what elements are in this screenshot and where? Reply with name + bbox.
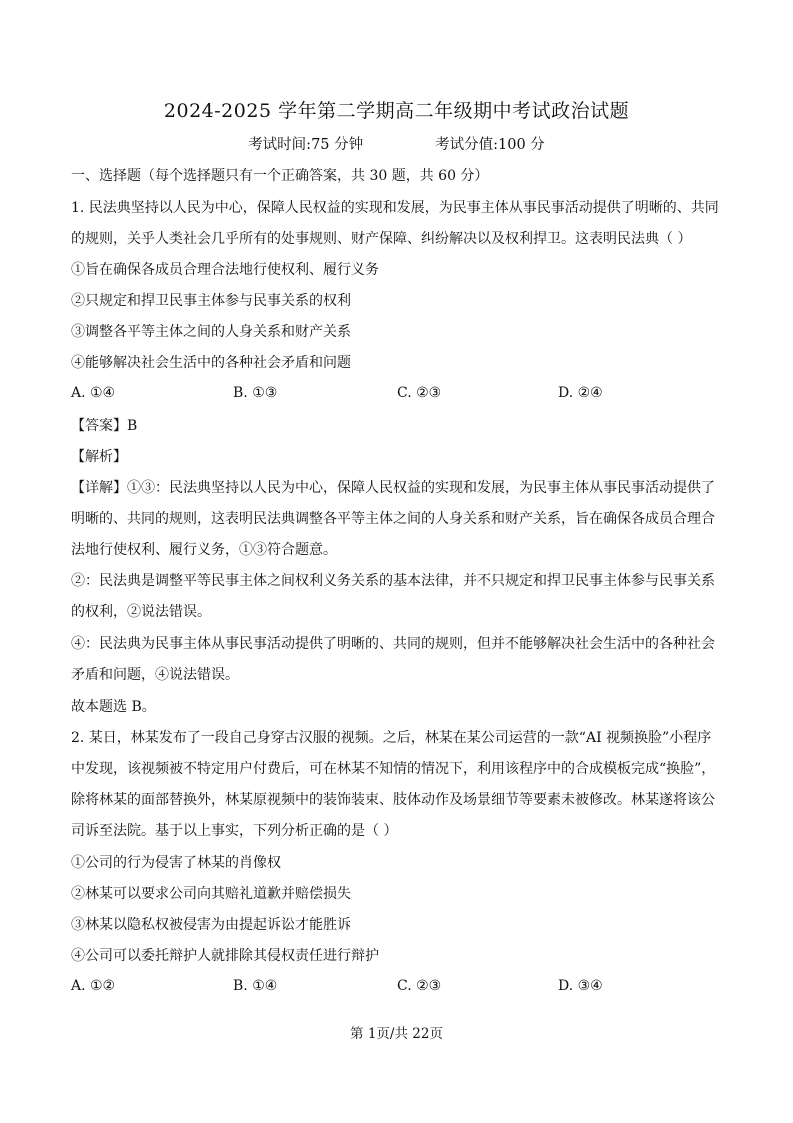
q1-option-d: D. ②④ bbox=[558, 385, 603, 401]
q1-answer: 【答案】B bbox=[71, 418, 138, 434]
q1-option-b: B. ①③ bbox=[233, 385, 278, 401]
section-heading: 一、选择题（每个选择题只有一个正确答案，共 30 题，共 60 分） bbox=[71, 168, 489, 184]
q1-detail-line: 的权利，②说法错误。 bbox=[71, 604, 211, 620]
q1-analysis-label: 【解析】 bbox=[71, 449, 127, 465]
q2-options bbox=[71, 978, 731, 998]
q1-detail-line: 明晰的、共同的规则，这表明民法典调整各平等主体之间的人身关系和财产关系，旨在确保各成员合理合 bbox=[71, 511, 715, 527]
q2-item: ①公司的行为侵害了林某的肖像权 bbox=[71, 855, 281, 871]
q2-option-b: B. ①④ bbox=[233, 978, 278, 994]
q1-stem-line: 的规则，关乎人类社会几乎所有的处事规则、财产保障、纠纷解决以及权利捍卫。这表明民法典（ ） bbox=[71, 231, 692, 247]
q2-item: ③林某以隐私权被侵害为由提起诉讼才能胜诉 bbox=[71, 917, 351, 933]
exam-score: 考试分值:100 分 bbox=[435, 137, 545, 153]
q2-stem-line: 2. 某日，林某发布了一段自己身穿古汉服的视频。之后，林某在某公司运营的一款“AI 视频换脸”小程序 bbox=[71, 730, 712, 746]
q2-option-c: C. ②③ bbox=[397, 978, 442, 994]
q2-item: ④公司可以委托辩护人就排除其侵权责任进行辩护 bbox=[71, 948, 379, 964]
q1-detail-line: 矛盾和问题，④说法错误。 bbox=[71, 667, 239, 683]
q1-item: ①旨在确保各成员合理合法地行使权利、履行义务 bbox=[71, 262, 379, 278]
exam-meta bbox=[0, 133, 793, 154]
q2-stem-line: 中发现，该视频被不特定用户付费后，可在林某不知情的情况下，利用该程序中的合成模板完成“换脸”， bbox=[71, 761, 716, 777]
page-footer: 第 1页/共 22页 bbox=[350, 1026, 443, 1042]
q1-option-a: A. ①④ bbox=[71, 385, 116, 401]
page-title: 2024-2025 学年第二学期高二年级期中考试政治试题 bbox=[163, 100, 630, 122]
q1-options bbox=[71, 385, 731, 405]
q2-option-d: D. ③④ bbox=[558, 978, 603, 994]
q1-detail-line: 【详解】①③：民法典坚持以人民为中心，保障人民权益的实现和发展，为民事主体从事民事活动提供了 bbox=[71, 480, 715, 496]
q1-item: ③调整各平等主体之间的人身关系和财产关系 bbox=[71, 324, 351, 340]
q1-detail-line: ②：民法典是调整平等民事主体之间权利义务关系的基本法律，并不只规定和捍卫民事主体参与民事关系 bbox=[71, 573, 715, 589]
q2-stem-line: 司诉至法院。基于以上事实，下列分析正确的是（ ） bbox=[71, 823, 398, 839]
exam-time: 考试时间:75 分钟 bbox=[248, 137, 364, 153]
q1-option-c: C. ②③ bbox=[397, 385, 442, 401]
q2-option-a: A. ①② bbox=[71, 978, 116, 994]
q2-stem-line: 除将林某的面部替换外，林某原视频中的装饰装束、肢体动作及场景细节等要素未被修改。林某遂将该公 bbox=[71, 792, 715, 808]
q1-item: ②只规定和捍卫民事主体参与民事关系的权利 bbox=[71, 293, 351, 309]
q1-stem-line: 1. 民法典坚持以人民为中心，保障人民权益的实现和发展，为民事主体从事民事活动提供了明晰的、共同 bbox=[71, 200, 719, 216]
q1-detail-line: 法地行使权利、履行义务，①③符合题意。 bbox=[71, 542, 337, 558]
q1-detail-line: ④：民法典为民事主体从事民事活动提供了明晰的、共同的规则，但并不能够解决社会生活中的各种社会 bbox=[71, 636, 715, 652]
q1-item: ④能够解决社会生活中的各种社会矛盾和问题 bbox=[71, 355, 351, 371]
q1-conclusion: 故本题选 B。 bbox=[71, 699, 156, 715]
q2-item: ②林某可以要求公司向其赔礼道歉并赔偿损失 bbox=[71, 886, 351, 902]
